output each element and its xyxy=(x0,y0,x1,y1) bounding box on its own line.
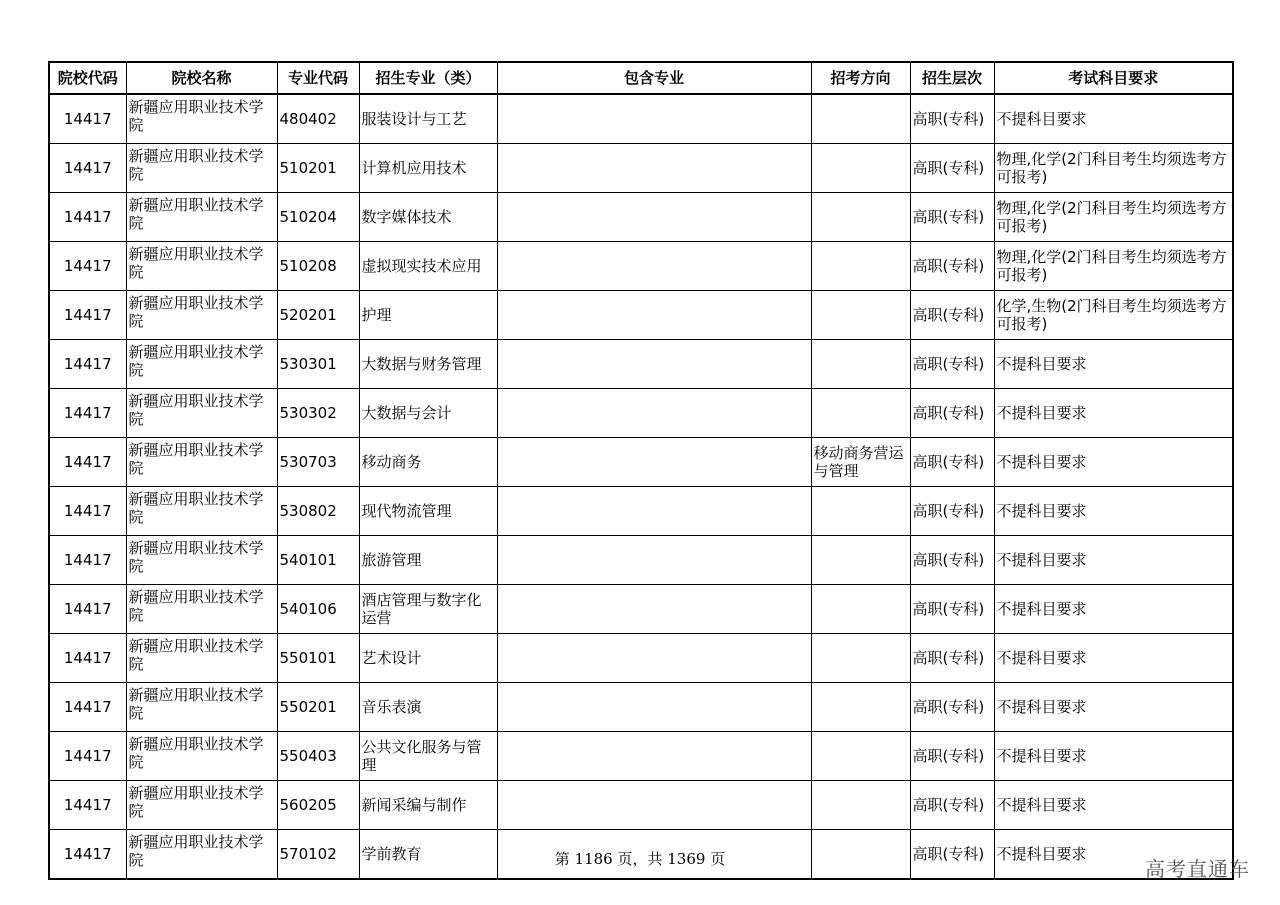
cell-direction xyxy=(811,487,910,536)
cell-subject-requirement: 物理,化学(2门科目考生均须选考方可报考) xyxy=(994,242,1233,291)
cell-direction: 移动商务营运与管理 xyxy=(811,438,910,487)
cell-major: 大数据与财务管理 xyxy=(359,340,497,389)
cell-major: 计算机应用技术 xyxy=(359,144,497,193)
cell-direction xyxy=(811,781,910,830)
cell-major: 新闻采编与制作 xyxy=(359,781,497,830)
cell-subject-requirement: 物理,化学(2门科目考生均须选考方可报考) xyxy=(994,144,1233,193)
cell-direction xyxy=(811,389,910,438)
admission-table xyxy=(48,61,1234,880)
cell-major: 酒店管理与数字化运营 xyxy=(359,585,497,634)
cell-major-code: 530302 xyxy=(277,389,359,438)
cell-major: 服装设计与工艺 xyxy=(359,94,497,144)
cell-included-majors xyxy=(497,438,811,487)
header-subject-requirement: 考试科目要求 xyxy=(994,62,1233,94)
table-row xyxy=(49,193,1233,242)
cell-school-code: 14417 xyxy=(49,683,126,732)
cell-subject-requirement: 不提科目要求 xyxy=(994,830,1233,880)
cell-level: 高职(专科) xyxy=(910,585,994,634)
cell-major-code: 550201 xyxy=(277,683,359,732)
cell-major: 音乐表演 xyxy=(359,683,497,732)
cell-major: 学前教育 xyxy=(359,830,497,880)
cell-school-name: 新疆应用职业技术学院 xyxy=(126,781,277,830)
cell-direction xyxy=(811,634,910,683)
header-major: 招生专业（类） xyxy=(359,62,497,94)
cell-major-code: 510204 xyxy=(277,193,359,242)
cell-direction xyxy=(811,585,910,634)
cell-level: 高职(专科) xyxy=(910,291,994,340)
header-major-code: 专业代码 xyxy=(277,62,359,94)
cell-major: 护理 xyxy=(359,291,497,340)
cell-major-code: 550403 xyxy=(277,732,359,781)
cell-subject-requirement: 不提科目要求 xyxy=(994,634,1233,683)
cell-included-majors xyxy=(497,634,811,683)
table-row xyxy=(49,683,1233,732)
cell-subject-requirement: 不提科目要求 xyxy=(994,487,1233,536)
cell-school-code: 14417 xyxy=(49,94,126,144)
cell-direction xyxy=(811,193,910,242)
table-row xyxy=(49,144,1233,193)
cell-major-code: 550101 xyxy=(277,634,359,683)
cell-major-code: 480402 xyxy=(277,94,359,144)
cell-school-name: 新疆应用职业技术学院 xyxy=(126,144,277,193)
table-row xyxy=(49,94,1233,144)
watermark: 高考直通车 xyxy=(1145,857,1250,881)
table-row xyxy=(49,536,1233,585)
cell-subject-requirement: 物理,化学(2门科目考生均须选考方可报考) xyxy=(994,193,1233,242)
cell-school-code: 14417 xyxy=(49,781,126,830)
header-included-majors: 包含专业 xyxy=(497,62,811,94)
cell-included-majors xyxy=(497,340,811,389)
cell-subject-requirement: 不提科目要求 xyxy=(994,340,1233,389)
cell-subject-requirement: 不提科目要求 xyxy=(994,438,1233,487)
cell-direction xyxy=(811,683,910,732)
cell-school-code: 14417 xyxy=(49,144,126,193)
cell-direction xyxy=(811,94,910,144)
cell-included-majors xyxy=(497,94,811,144)
cell-school-name: 新疆应用职业技术学院 xyxy=(126,487,277,536)
cell-level: 高职(专科) xyxy=(910,536,994,585)
cell-school-name: 新疆应用职业技术学院 xyxy=(126,242,277,291)
table-row xyxy=(49,438,1233,487)
cell-major-code: 540101 xyxy=(277,536,359,585)
cell-major: 旅游管理 xyxy=(359,536,497,585)
cell-direction xyxy=(811,732,910,781)
cell-level: 高职(专科) xyxy=(910,242,994,291)
table-header-row xyxy=(49,62,1233,94)
cell-level: 高职(专科) xyxy=(910,340,994,389)
cell-level: 高职(专科) xyxy=(910,732,994,781)
cell-major-code: 560205 xyxy=(277,781,359,830)
cell-included-majors xyxy=(497,536,811,585)
cell-major-code: 510208 xyxy=(277,242,359,291)
header-level: 招生层次 xyxy=(910,62,994,94)
cell-school-name: 新疆应用职业技术学院 xyxy=(126,536,277,585)
cell-major-code: 530301 xyxy=(277,340,359,389)
cell-major: 大数据与会计 xyxy=(359,389,497,438)
cell-school-code: 14417 xyxy=(49,536,126,585)
cell-school-name: 新疆应用职业技术学院 xyxy=(126,438,277,487)
cell-school-name: 新疆应用职业技术学院 xyxy=(126,340,277,389)
cell-included-majors xyxy=(497,683,811,732)
table-row xyxy=(49,585,1233,634)
cell-level: 高职(专科) xyxy=(910,389,994,438)
cell-level: 高职(专科) xyxy=(910,438,994,487)
table-row xyxy=(49,487,1233,536)
page-number-footer: 第 1186 页，共 1369 页 xyxy=(554,850,726,868)
cell-school-name: 新疆应用职业技术学院 xyxy=(126,830,277,880)
cell-subject-requirement: 不提科目要求 xyxy=(994,94,1233,144)
header-school-name: 院校名称 xyxy=(126,62,277,94)
cell-major: 艺术设计 xyxy=(359,634,497,683)
cell-school-code: 14417 xyxy=(49,634,126,683)
cell-subject-requirement: 不提科目要求 xyxy=(994,781,1233,830)
cell-subject-requirement: 不提科目要求 xyxy=(994,389,1233,438)
cell-included-majors xyxy=(497,144,811,193)
cell-level: 高职(专科) xyxy=(910,94,994,144)
cell-included-majors xyxy=(497,585,811,634)
cell-level: 高职(专科) xyxy=(910,144,994,193)
cell-level: 高职(专科) xyxy=(910,830,994,880)
cell-level: 高职(专科) xyxy=(910,193,994,242)
cell-included-majors xyxy=(497,389,811,438)
table-row xyxy=(49,389,1233,438)
cell-school-name: 新疆应用职业技术学院 xyxy=(126,732,277,781)
cell-included-majors xyxy=(497,487,811,536)
cell-major: 数字媒体技术 xyxy=(359,193,497,242)
cell-included-majors xyxy=(497,291,811,340)
cell-subject-requirement: 不提科目要求 xyxy=(994,732,1233,781)
cell-direction xyxy=(811,242,910,291)
cell-level: 高职(专科) xyxy=(910,683,994,732)
cell-major-code: 530703 xyxy=(277,438,359,487)
cell-school-code: 14417 xyxy=(49,438,126,487)
cell-school-name: 新疆应用职业技术学院 xyxy=(126,291,277,340)
cell-school-name: 新疆应用职业技术学院 xyxy=(126,94,277,144)
cell-included-majors xyxy=(497,242,811,291)
cell-school-code: 14417 xyxy=(49,291,126,340)
cell-school-name: 新疆应用职业技术学院 xyxy=(126,193,277,242)
cell-included-majors xyxy=(497,732,811,781)
cell-included-majors xyxy=(497,781,811,830)
cell-school-code: 14417 xyxy=(49,732,126,781)
cell-direction xyxy=(811,144,910,193)
cell-school-name: 新疆应用职业技术学院 xyxy=(126,683,277,732)
cell-school-code: 14417 xyxy=(49,487,126,536)
cell-included-majors xyxy=(497,193,811,242)
cell-school-name: 新疆应用职业技术学院 xyxy=(126,585,277,634)
cell-school-name: 新疆应用职业技术学院 xyxy=(126,389,277,438)
cell-major: 公共文化服务与管理 xyxy=(359,732,497,781)
table-row xyxy=(49,242,1233,291)
cell-subject-requirement: 化学,生物(2门科目考生均须选考方可报考) xyxy=(994,291,1233,340)
cell-level: 高职(专科) xyxy=(910,634,994,683)
cell-school-code: 14417 xyxy=(49,830,126,880)
cell-direction xyxy=(811,291,910,340)
cell-level: 高职(专科) xyxy=(910,781,994,830)
table-row xyxy=(49,634,1233,683)
table-row xyxy=(49,340,1233,389)
cell-major: 现代物流管理 xyxy=(359,487,497,536)
cell-major-code: 570102 xyxy=(277,830,359,880)
cell-direction xyxy=(811,340,910,389)
cell-major-code: 520201 xyxy=(277,291,359,340)
table-row xyxy=(49,732,1233,781)
cell-major-code: 530802 xyxy=(277,487,359,536)
cell-level: 高职(专科) xyxy=(910,487,994,536)
cell-school-code: 14417 xyxy=(49,389,126,438)
table-row xyxy=(49,781,1233,830)
cell-school-code: 14417 xyxy=(49,242,126,291)
cell-subject-requirement: 不提科目要求 xyxy=(994,585,1233,634)
cell-school-code: 14417 xyxy=(49,340,126,389)
table-row xyxy=(49,291,1233,340)
cell-school-name: 新疆应用职业技术学院 xyxy=(126,634,277,683)
cell-major: 移动商务 xyxy=(359,438,497,487)
cell-subject-requirement: 不提科目要求 xyxy=(994,536,1233,585)
header-direction: 招考方向 xyxy=(811,62,910,94)
cell-subject-requirement: 不提科目要求 xyxy=(994,683,1233,732)
cell-direction xyxy=(811,536,910,585)
cell-major-code: 510201 xyxy=(277,144,359,193)
header-school-code: 院校代码 xyxy=(49,62,126,94)
cell-school-code: 14417 xyxy=(49,193,126,242)
cell-major-code: 540106 xyxy=(277,585,359,634)
cell-school-code: 14417 xyxy=(49,585,126,634)
cell-major: 虚拟现实技术应用 xyxy=(359,242,497,291)
